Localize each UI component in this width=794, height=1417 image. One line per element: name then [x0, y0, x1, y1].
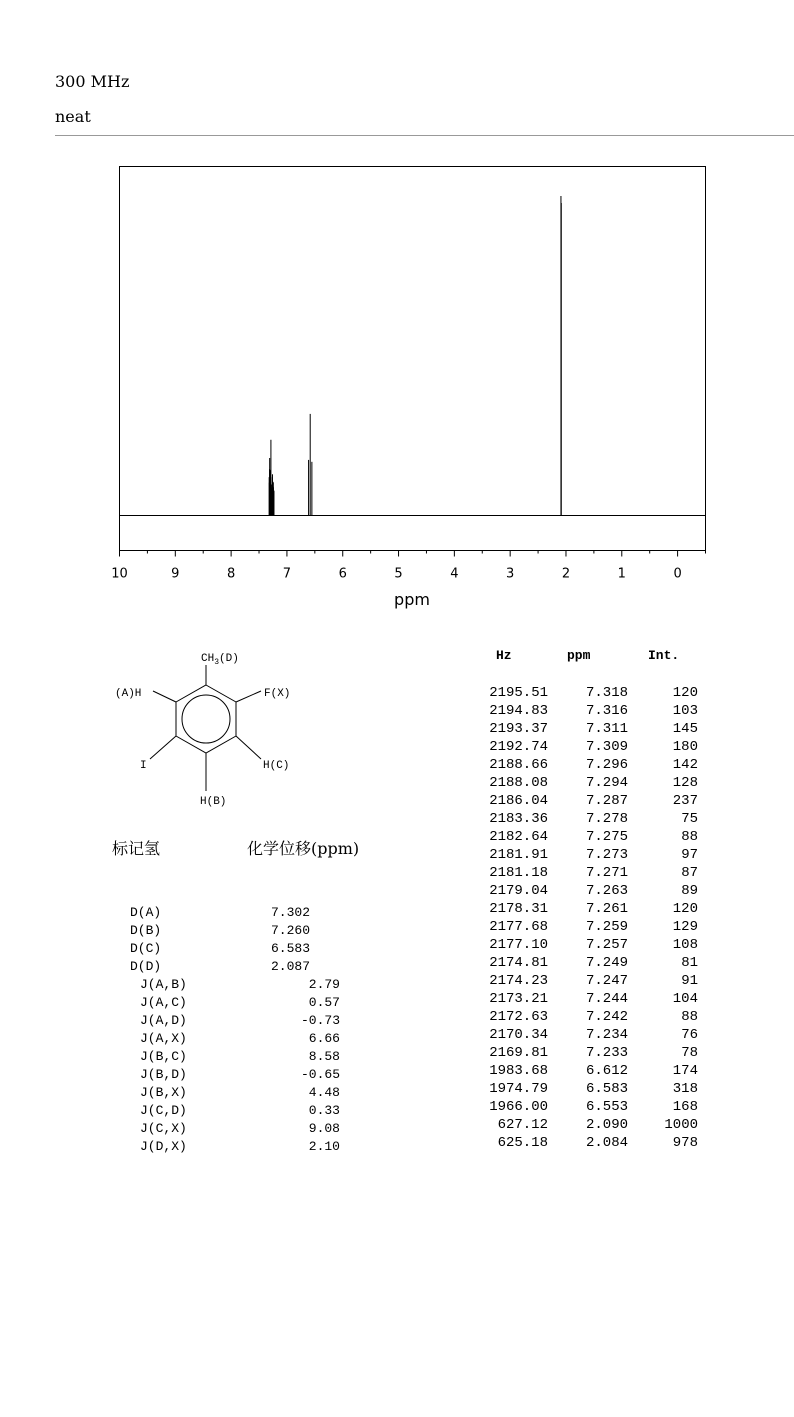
peak-ppm: 7.244: [585, 991, 628, 1007]
peak-int: 1000: [664, 1117, 698, 1133]
peak-int: 145: [672, 721, 698, 737]
x-axis-tick-labels: [111, 567, 682, 582]
peak-table-row: [470, 1009, 710, 1027]
x-tick-label: 4: [450, 566, 459, 582]
peak-int: 318: [672, 1081, 698, 1097]
peak-int: 87: [681, 865, 698, 881]
peak-int: 120: [672, 901, 698, 917]
peak-hz: 2193.37: [489, 721, 548, 737]
peak-ppm: 7.263: [585, 883, 628, 899]
peak-ppm: 7.234: [585, 1027, 628, 1043]
peak-hz: 2170.34: [489, 1027, 548, 1043]
label-ha: (A)H: [115, 688, 142, 700]
peak-ppm: 7.278: [585, 811, 628, 827]
label-f: F(X): [264, 688, 291, 700]
assignment-header-hydrogen: 标记氢: [112, 839, 161, 858]
peak-ppm: 6.583: [585, 1081, 628, 1097]
peak-hz: 627.12: [497, 1117, 548, 1133]
coupling-value: -0.73: [300, 1013, 340, 1028]
coupling-label: J(B,D): [140, 1067, 187, 1082]
peak-table-row: [470, 1117, 710, 1135]
peak-table-row: [470, 955, 710, 973]
peak-ppm: 7.309: [585, 739, 628, 755]
peak-hz: 1983.68: [489, 1063, 548, 1079]
peak-hz: 2181.91: [489, 847, 548, 863]
x-tick-label: 0: [673, 566, 682, 582]
shift-label: D(B): [130, 923, 162, 938]
peak-table-row: [470, 1099, 710, 1117]
coupling-label: J(A,D): [140, 1013, 187, 1028]
peak-int: 78: [681, 1045, 698, 1061]
x-tick-label: 5: [394, 566, 403, 582]
x-tick-label: 3: [506, 566, 515, 582]
peak-int: 142: [672, 757, 698, 773]
peak-hz: 2173.21: [489, 991, 548, 1007]
peak-ppm: 7.249: [585, 955, 628, 971]
molecule-structure: [108, 645, 328, 815]
x-tick-label: 6: [338, 566, 347, 582]
peak-table-row: [470, 1135, 710, 1153]
peak-table-row: [470, 793, 710, 811]
peak-ppm: 7.296: [585, 757, 628, 773]
peak-table-header-int: Int.: [648, 648, 680, 663]
bond-f: [236, 691, 261, 702]
peak-ppm: 7.316: [585, 703, 628, 719]
peak-hz: 2188.08: [489, 775, 548, 791]
peak-int: 180: [672, 739, 698, 755]
peak-int: 129: [672, 919, 698, 935]
peak-int: 103: [672, 703, 698, 719]
peak-hz: 2177.68: [489, 919, 548, 935]
peak-ppm: 7.287: [585, 793, 628, 809]
peak-hz: 2177.10: [489, 937, 548, 953]
peak-ppm: 2.084: [585, 1135, 628, 1151]
peak-ppm: 7.247: [585, 973, 628, 989]
shift-value: 7.260: [270, 923, 310, 938]
spectrometer-frequency: 300 MHz: [55, 72, 130, 91]
peak-hz: 2181.18: [489, 865, 548, 881]
coupling-value: -0.65: [300, 1067, 340, 1082]
coupling-label: J(B,C): [140, 1049, 187, 1064]
peak-group: [269, 196, 561, 516]
shift-value: 6.583: [270, 941, 310, 956]
peak-table-row: [470, 865, 710, 883]
label-hc: H(C): [263, 760, 290, 772]
peak-table-row: [470, 847, 710, 865]
peak-int: 75: [681, 811, 698, 827]
peak-ppm: 7.257: [585, 937, 628, 953]
x-axis-label: ppm: [394, 590, 430, 609]
x-axis-ticks: [120, 551, 706, 557]
shift-value: 7.302: [270, 905, 310, 920]
peak-hz: 2186.04: [489, 793, 548, 809]
coupling-value: 6.66: [308, 1031, 340, 1046]
shift-label: D(A): [130, 905, 162, 920]
aromatic-circle: [182, 695, 230, 743]
coupling-label: J(C,D): [140, 1103, 187, 1118]
shift-label: D(D): [130, 959, 162, 974]
shift-label: D(C): [130, 941, 162, 956]
x-tick-label: 2: [561, 566, 571, 582]
peak-table-row: [470, 1063, 710, 1081]
coupling-value: 8.58: [308, 1049, 340, 1064]
coupling-label: J(C,X): [140, 1121, 187, 1136]
peak-ppm: 7.242: [585, 1009, 628, 1025]
peak-hz: 2183.36: [489, 811, 548, 827]
x-tick-label: 1: [617, 566, 626, 582]
peak-int: 97: [681, 847, 698, 863]
peak-ppm: 7.275: [585, 829, 628, 845]
peak-table-row: [470, 829, 710, 847]
peak-table-row: [470, 1081, 710, 1099]
shift-value: 2.087: [270, 959, 310, 974]
bond-hc: [236, 736, 261, 759]
peak-int: 88: [681, 829, 698, 845]
plot-frame: [120, 167, 706, 551]
assignment-header-shift: 化学位移(ppm): [247, 839, 360, 858]
x-tick-label: 8: [226, 566, 236, 582]
peak-ppm: 7.294: [585, 775, 628, 791]
coupling-label: J(D,X): [140, 1139, 187, 1154]
peak-table-row: [470, 775, 710, 793]
peak-ppm: 7.311: [585, 721, 628, 737]
x-tick-label: 10: [111, 566, 128, 582]
peak-int: 76: [681, 1027, 698, 1043]
coupling-value: 2.10: [308, 1139, 340, 1154]
peak-hz: 2172.63: [489, 1009, 548, 1025]
coupling-label: J(A,B): [140, 977, 187, 992]
peak-int: 120: [672, 685, 698, 701]
peak-table-row: [470, 739, 710, 757]
peak-ppm: 2.090: [585, 1117, 628, 1133]
peak-ppm: 7.233: [585, 1045, 628, 1061]
peak-ppm: 7.318: [585, 685, 628, 701]
bond-ha: [153, 691, 176, 702]
peak-hz: 625.18: [497, 1135, 548, 1151]
peak-table-row: [470, 721, 710, 739]
coupling-value: 2.79: [308, 977, 340, 992]
peak-int: 128: [672, 775, 698, 791]
coupling-label: J(B,X): [140, 1085, 187, 1100]
peak-table-row: [470, 685, 710, 703]
peak-hz: 1974.79: [489, 1081, 548, 1097]
peak-hz: 1966.00: [489, 1099, 548, 1115]
peak-table-row: [470, 937, 710, 955]
coupling-value: 9.08: [308, 1121, 340, 1136]
peak-ppm: 7.273: [585, 847, 628, 863]
peak-int: 174: [672, 1063, 698, 1079]
label-hb: H(B): [200, 796, 227, 808]
peak-int: 88: [681, 1009, 698, 1025]
peak-table-header-hz: Hz: [496, 648, 512, 663]
peak-table-row: [470, 883, 710, 901]
peak-ppm: 6.553: [585, 1099, 628, 1115]
peak-ppm: 7.259: [585, 919, 628, 935]
coupling-label: J(A,C): [140, 995, 187, 1010]
peak-int: 108: [672, 937, 698, 953]
header-divider: [55, 135, 794, 136]
nmr-spectrum-chart: [0, 150, 794, 620]
peak-table-row: [470, 811, 710, 829]
peak-int: 81: [681, 955, 698, 971]
peak-ppm: 7.271: [585, 865, 628, 881]
bond-i: [150, 736, 176, 759]
peak-table-header-ppm: ppm: [567, 648, 591, 663]
peak-hz: 2174.81: [489, 955, 548, 971]
peak-hz: 2188.66: [489, 757, 548, 773]
peak-table-row: [470, 901, 710, 919]
coupling-value: 0.33: [308, 1103, 340, 1118]
coupling-label: J(A,X): [140, 1031, 187, 1046]
peak-ppm: 6.612: [585, 1063, 628, 1079]
solvent-label: neat: [55, 107, 91, 126]
peak-hz: 2169.81: [489, 1045, 548, 1061]
peak-table-row: [470, 757, 710, 775]
peak-int: 168: [672, 1099, 698, 1115]
x-tick-label: 7: [282, 566, 292, 582]
peak-table-row: [470, 1027, 710, 1045]
peak-int: 89: [681, 883, 698, 899]
peak-hz: 2182.64: [489, 829, 548, 845]
peak-int: 91: [681, 973, 698, 989]
peak-int: 104: [672, 991, 698, 1007]
peak-table-row: [470, 703, 710, 721]
peak-hz: 2195.51: [489, 685, 548, 701]
coupling-value: 4.48: [308, 1085, 340, 1100]
peak-hz: 2194.83: [489, 703, 548, 719]
peak-hz: 2178.31: [489, 901, 548, 917]
label-ch3: $CH_3(D)$: [201, 653, 239, 667]
label-i: I: [140, 760, 147, 772]
peak-ppm: 7.261: [585, 901, 628, 917]
peak-int: 237: [672, 793, 698, 809]
x-tick-label: 9: [171, 566, 180, 582]
peak-hz: 2179.04: [489, 883, 548, 899]
peak-hz: 2174.23: [489, 973, 548, 989]
peak-table-row: [470, 991, 710, 1009]
coupling-value: 0.57: [308, 995, 340, 1010]
peak-table-row: [470, 919, 710, 937]
peak-table-row: [470, 973, 710, 991]
peak-hz: 2192.74: [489, 739, 548, 755]
peak-int: 978: [672, 1135, 698, 1151]
peak-table-row: [470, 1045, 710, 1063]
